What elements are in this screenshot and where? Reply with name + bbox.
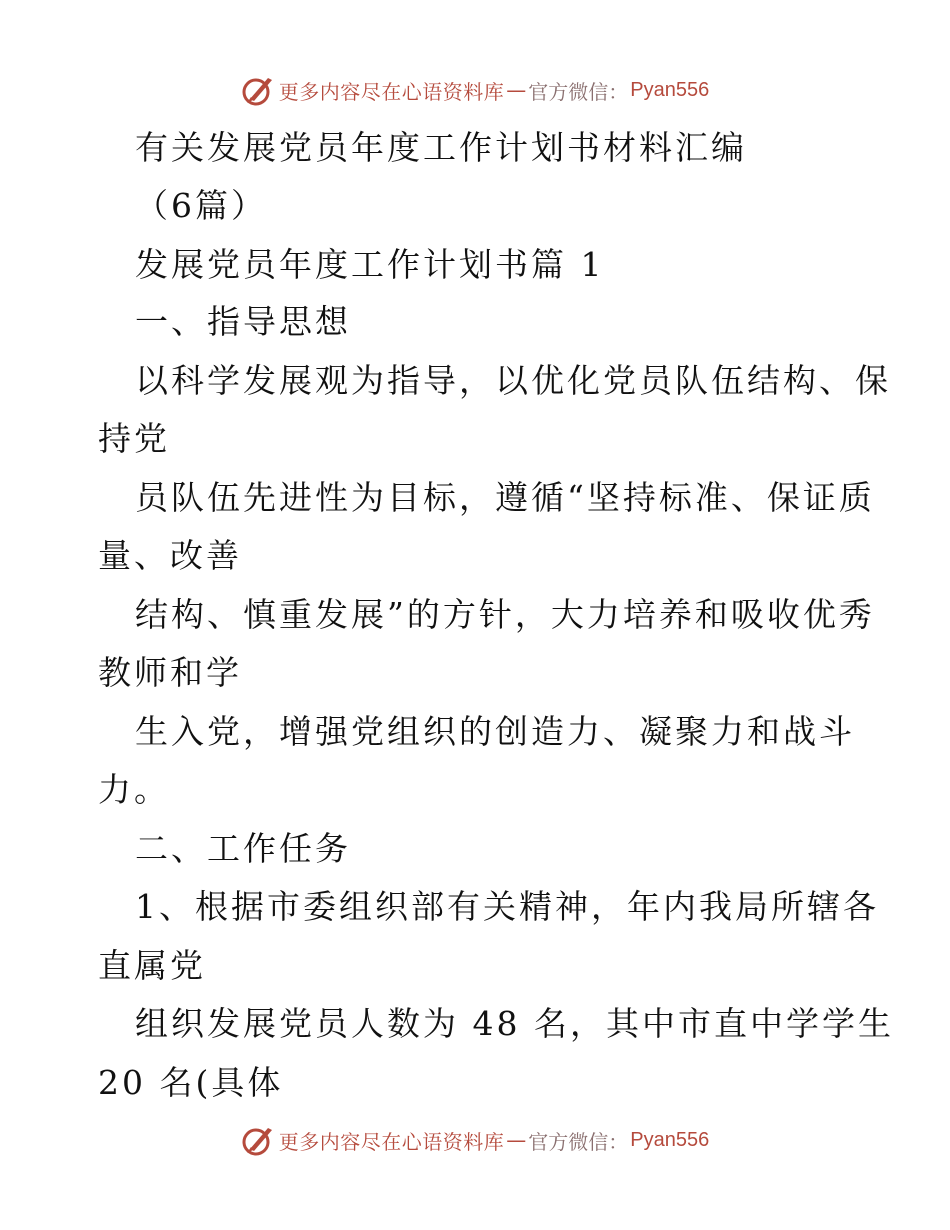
paragraph-line: 以科学发展观为指导，以优化党员队伍结构、保 [135,361,891,400]
paragraph-line: 结构、慎重发展”的方针，大力培养和吸收优秀 [135,595,875,634]
watermark-wechat-id: Pyan556 [630,78,710,101]
footer-watermark [0,1120,950,1160]
paragraph-line: 直属党 [98,946,206,985]
section-heading: 发展党员年度工作计划书篇 1 [135,245,605,284]
document-title: 有关发展党员年度工作计划书材料汇编 [135,128,747,167]
watermark-text: 更多内容尽在心语资料库 [278,79,505,104]
watermark-wechat-label: 官方微信： [528,1129,629,1154]
heading-guiding-thought: 一、指导思想 [135,302,351,341]
paragraph-line: 力。 [98,770,170,809]
document-title-count: （6篇） [135,186,267,225]
paragraph-line: 1、根据市委组织部有关精神，年内我局所辖各 [135,887,879,926]
paragraph-line: 20 名(具体 [98,1063,284,1102]
paragraph-line: 量、改善 [98,536,242,575]
heading-work-tasks: 二、工作任务 [135,829,351,868]
watermark-text: 更多内容尽在心语资料库 [278,1129,505,1154]
paragraph-line: 持党 [98,419,170,458]
watermark-wechat-label: 官方微信： [528,79,629,104]
paragraph-line: 生入党，增强党组织的创造力、凝聚力和战斗 [135,712,855,751]
quill-pen-logo-icon [241,1123,275,1157]
paragraph-line: 组织发展党员人数为 48 名，其中市直中学学生 [135,1004,894,1043]
watermark-dash: — [506,78,527,102]
watermark-wechat-id: Pyan556 [630,1128,710,1151]
paragraph-line: 员队伍先进性为目标，遵循“坚持标准、保证质 [135,478,875,517]
paragraph-line: 教师和学 [98,653,242,692]
watermark-dash: — [506,1128,527,1152]
